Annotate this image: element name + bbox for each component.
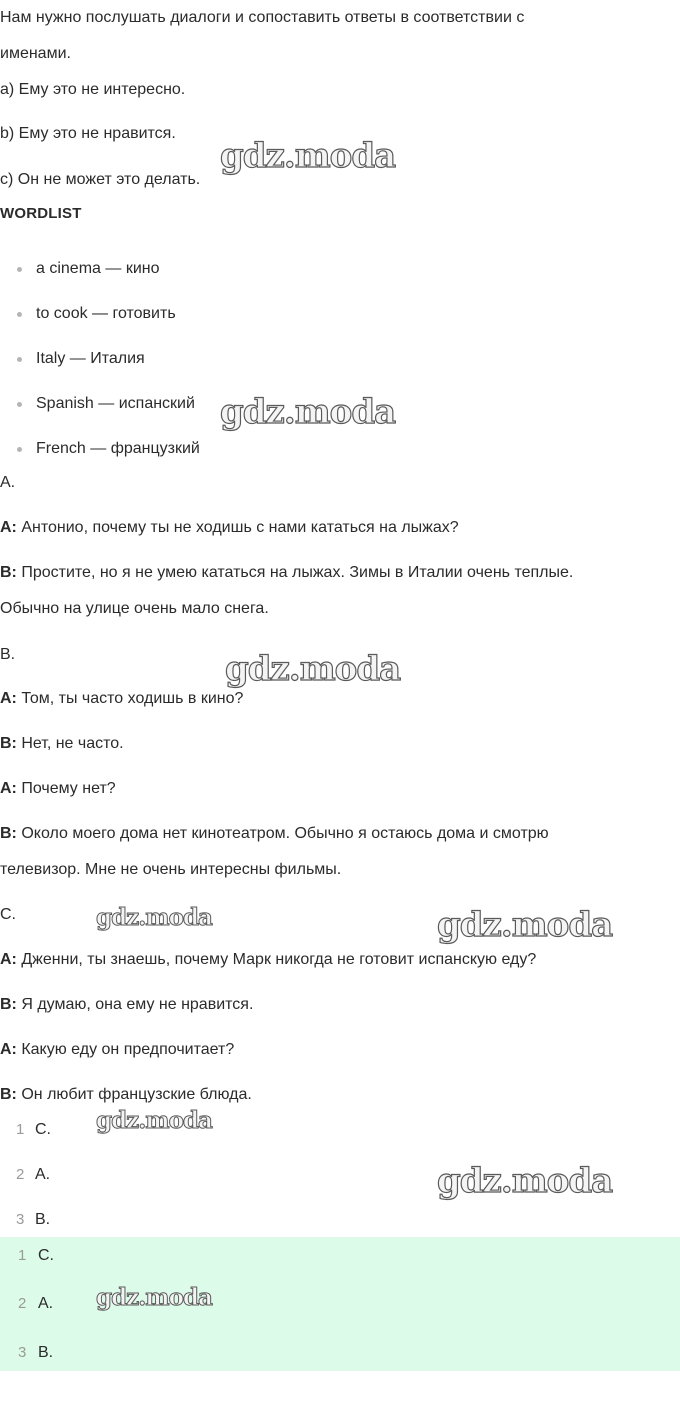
bullet-icon	[17, 267, 22, 272]
dialogue-line	[0, 1085, 252, 1105]
option-a: а) Ему это не интересно.	[0, 81, 186, 98]
dialogue-line	[0, 779, 116, 799]
watermark-logo: gdz.moda	[220, 392, 396, 432]
answer-number: 2	[18, 1295, 27, 1312]
watermark-logo: gdz.moda	[225, 649, 401, 689]
wordlist-item-text: Spanish — испанский	[36, 395, 195, 412]
dialogue-line	[0, 950, 536, 970]
speaker: B:	[0, 735, 17, 752]
answer-value: C.	[35, 1121, 51, 1138]
speaker: A:	[0, 519, 17, 536]
watermark-logo: gdz.moda	[96, 1284, 212, 1311]
dialogue-line	[0, 689, 243, 709]
watermark-logo: gdz.moda	[96, 904, 212, 931]
wordlist-title: WORDLIST	[0, 205, 82, 222]
intro-line-2: именами.	[0, 45, 71, 62]
bullet-icon	[17, 447, 22, 452]
watermark-logo: gdz.moda	[437, 1161, 613, 1201]
answer-number: 3	[16, 1211, 25, 1228]
answer-number: 1	[18, 1247, 27, 1264]
speaker: B:	[0, 564, 17, 581]
answer-number: 2	[16, 1166, 25, 1183]
line-text: Дженни, ты знаешь, почему Марк никогда не готовит испанскую еду?	[16, 951, 537, 968]
line-text: Он любит французские блюда.	[16, 1086, 252, 1103]
wordlist-item-text: to cook — готовить	[36, 305, 176, 322]
speaker: B:	[0, 996, 17, 1013]
answer-value: C.	[38, 1247, 54, 1264]
answer-number: 3	[18, 1344, 27, 1361]
wordlist-item-text: French — французкий	[36, 440, 200, 457]
dialogue-line	[0, 824, 549, 844]
line-text: Какую еду он предпочитает?	[16, 1041, 235, 1058]
watermark-logo: gdz.moda	[96, 1107, 212, 1134]
dialogue-line	[0, 734, 124, 754]
wordlist-item-text: Italy — Италия	[36, 350, 145, 367]
answer-value: A.	[38, 1295, 54, 1312]
line-text: Простите, но я не умею кататься на лыжах. Зимы в Италии очень теплые.	[16, 564, 574, 581]
speaker: A:	[0, 1041, 17, 1058]
dialogue-line	[0, 563, 573, 583]
answer-value: B.	[38, 1344, 54, 1361]
dialogue-line	[0, 1040, 234, 1060]
speaker: A:	[0, 951, 17, 968]
wordlist-item-text: a cinema — кино	[36, 260, 160, 277]
watermark-logo: gdz.moda	[437, 905, 613, 945]
answer-value: A.	[35, 1166, 51, 1183]
speaker: B:	[0, 825, 17, 842]
line-text: Антонио, почему ты не ходишь с нами кататься на лыжах?	[16, 519, 459, 536]
dialogue-line	[0, 518, 459, 538]
watermark-logo: gdz.moda	[220, 136, 396, 176]
dialogue-b-label: B.	[0, 646, 16, 663]
line-text: Почему нет?	[16, 780, 116, 797]
option-b: b) Ему это не нравится.	[0, 125, 176, 142]
intro-line-1: Нам нужно послушать диалоги и сопоставить ответы в соответствии с	[0, 9, 525, 26]
line-text: Я думаю, она ему не нравится.	[16, 996, 254, 1013]
option-c: c) Он не может это делать.	[0, 171, 201, 188]
answer-number: 1	[16, 1121, 25, 1138]
dialogue-continuation: телевизор. Мне не очень интересны фильмы.	[0, 861, 342, 878]
line-text: Том, ты часто ходишь в кино?	[16, 690, 244, 707]
speaker: B:	[0, 1086, 17, 1103]
speaker: A:	[0, 690, 17, 707]
dialogue-line	[0, 995, 253, 1015]
bullet-icon	[17, 312, 22, 317]
dialogue-continuation: Обычно на улице очень мало снега.	[0, 600, 269, 617]
line-text: Нет, не часто.	[16, 735, 124, 752]
dialogue-a-label: A.	[0, 474, 16, 491]
bullet-icon	[17, 402, 22, 407]
speaker: A:	[0, 780, 17, 797]
answer-value: B.	[35, 1211, 51, 1228]
dialogue-c-label: C.	[0, 906, 16, 923]
line-text: Около моего дома нет кинотеатром. Обычно я остаюсь дома и смотрю	[16, 825, 549, 842]
bullet-icon	[17, 357, 22, 362]
